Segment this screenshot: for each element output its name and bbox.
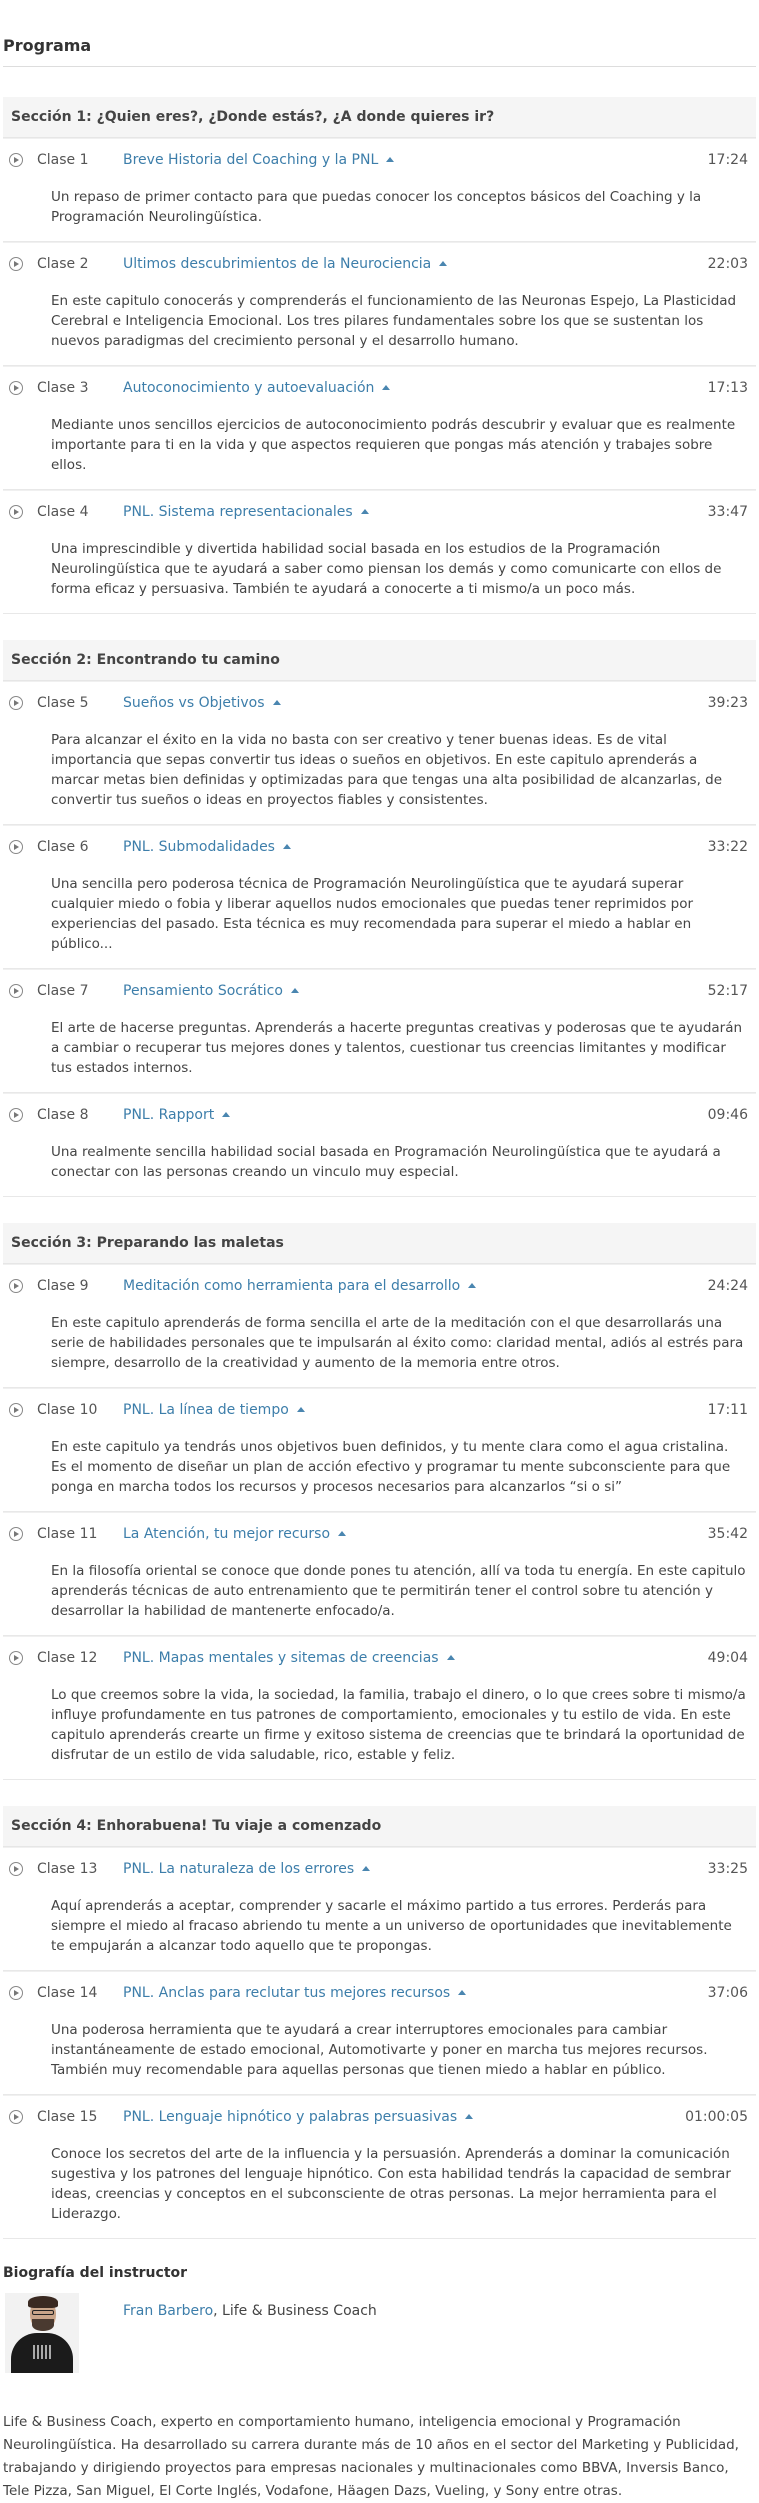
caret-up-icon[interactable] — [338, 1531, 346, 1536]
lesson-number: Clase 11 — [37, 1526, 98, 1542]
lesson-title-link[interactable] — [123, 839, 708, 855]
lesson-description: Mediante unos sencillos ejercicios de autoconocimiento podrás descubrir y evaluar que es realmente importante para ti en la vida y que aspectos requieren que pongas más atención y trabajes sobre ellos. — [51, 417, 736, 473]
lesson-row[interactable] — [3, 682, 756, 724]
lesson-row[interactable] — [3, 1389, 756, 1431]
section-title: Sección 4: Enhorabuena! Tu viaje a comenzado — [3, 1806, 756, 1847]
lesson-item — [3, 1093, 756, 1197]
lesson-title-text: Sueños vs Objetivos — [123, 695, 265, 711]
play-icon[interactable] — [9, 1279, 23, 1293]
program-title: Programa — [3, 0, 756, 67]
instructor-role: , Life & Business Coach — [213, 2303, 377, 2319]
caret-up-icon[interactable] — [291, 988, 299, 993]
lesson-row[interactable] — [3, 1972, 756, 2014]
lesson-description: Aquí aprenderás a aceptar, comprender y sacarle el máximo partido a tus errores. Perderás para siempre el miedo al fracaso abriendo tu mente a un universo de oportunidades que inevitablemente te empujarán a alcanzar todo aquello que te propongas. — [51, 1898, 732, 1954]
play-icon[interactable] — [9, 984, 23, 998]
lesson-title-link[interactable] — [123, 1278, 708, 1294]
lesson-row[interactable] — [3, 2096, 756, 2138]
lesson-duration: 33:47 — [707, 504, 748, 520]
bio-text: Life & Business Coach, experto en comportamiento humano, inteligencia emocional y Programación Neurolingüística. Ha desarrollado su carrera durante más de 10 años en el sector del Marketing y Publicidad, trabajando y dirigiendo proyectos para empresas nacionales y multinacionales como BBVA, Inversis Banco, Tele Pizza, San Miguel, El Corte Inglés, Vodafone, Häagen Dazs, Vueling, y Sony entre otras. — [3, 2414, 739, 2499]
lesson-description: En este capitulo ya tendrás unos objetivos buen definidos, y tu mente clara como el agua cristalina. Es el momento de diseñar un plan de acción efectivo y programar tu mente subconsciente para que ponga en marcha todos los recursos y procesos necesarios para alcanzarlos “si o si” — [51, 1439, 731, 1495]
caret-up-icon[interactable] — [361, 509, 369, 514]
lesson-description: Conoce los secretos del arte de la influencia y la persuasión. Aprenderás a dominar la comunicación sugestiva y los patrones del lenguaje hipnótico. Con esta habilidad tendrás la capacidad de sembrar ideas, creencias y conceptos en el subconsciente de otras personas. La mejor herramienta para el Liderazgo. — [51, 2146, 731, 2222]
lesson-title-text: Meditación como herramienta para el desarrollo — [123, 1278, 461, 1294]
curriculum-section — [3, 640, 756, 1197]
lesson-title-link[interactable] — [123, 2109, 685, 2125]
lesson-description: Una realmente sencilla habilidad social basada en Programación Neurolingüística que te ayudará a conectar con las personas creando un vinculo muy especial. — [51, 1144, 721, 1180]
lesson-description: En la filosofía oriental se conoce que donde pones tu atención, allí va toda tu energía. En este capitulo aprenderás técnicas de auto entrenamiento que te permitirán tener el control sobre tu atención y desarrollar la habilidad de mantenerte enfocado/a. — [51, 1563, 746, 1619]
caret-up-icon[interactable] — [297, 1407, 305, 1412]
caret-up-icon[interactable] — [439, 261, 447, 266]
lesson-title-link[interactable] — [123, 380, 708, 396]
lesson-title-link[interactable] — [123, 983, 708, 999]
lesson-item — [3, 366, 756, 490]
lesson-item — [3, 242, 756, 366]
lesson-row[interactable] — [3, 491, 756, 533]
bio-title: Biografía del instructor — [3, 2265, 188, 2281]
lesson-description: Un repaso de primer contacto para que puedas conocer los conceptos básicos del Coaching y la Programación Neurolingüística. — [51, 189, 702, 225]
curriculum-section — [3, 1223, 756, 1780]
lesson-duration: 39:23 — [707, 695, 748, 711]
play-icon[interactable] — [9, 2110, 23, 2124]
lesson-row[interactable] — [3, 1848, 756, 1890]
lesson-title-link[interactable] — [123, 695, 708, 711]
lesson-number: Clase 2 — [37, 256, 89, 272]
lesson-title-text: Pensamiento Socrático — [123, 983, 283, 999]
lesson-item — [3, 1512, 756, 1636]
lesson-description: Una imprescindible y divertida habilidad social basada en los estudios de la Programación Neurolingüística que te ayudará a saber como piensan los demás y como comunicarte con ellos de forma eficaz y persuasiva. También te ayudará a conocerte a ti mismo/a un poco más. — [51, 541, 722, 597]
lesson-item — [3, 1264, 756, 1388]
lesson-row[interactable] — [3, 139, 756, 181]
curriculum-section — [3, 1806, 756, 2239]
lesson-row[interactable] — [3, 1094, 756, 1136]
lesson-description: El arte de hacerse preguntas. Aprenderás a hacerte preguntas creativas y poderosas que te ayudarán a cambiar o recuperar tus mejores dones y talentos, cuestionar tus creencias limitantes y modificar tus estados internos. — [51, 1020, 743, 1076]
lesson-title-text: PNL. Rapport — [123, 1107, 215, 1123]
play-icon[interactable] — [9, 1108, 23, 1122]
lesson-title-link[interactable] — [123, 1985, 708, 2001]
caret-up-icon[interactable] — [273, 700, 281, 705]
play-icon[interactable] — [9, 257, 23, 271]
lesson-title-link[interactable] — [123, 1526, 708, 1542]
lesson-row[interactable] — [3, 1513, 756, 1555]
instructor-name-line — [79, 2293, 377, 2377]
lesson-number: Clase 14 — [37, 1985, 98, 2001]
lesson-title-text: PNL. Mapas mentales y sitemas de creencias — [123, 1650, 439, 1666]
section-title: Sección 3: Preparando las maletas — [3, 1223, 756, 1264]
lesson-duration: 52:17 — [707, 983, 748, 999]
lesson-item — [3, 2095, 756, 2239]
section-title: Sección 2: Encontrando tu camino — [3, 640, 756, 681]
caret-up-icon[interactable] — [465, 2114, 473, 2119]
lesson-duration: 17:11 — [707, 1402, 748, 1418]
lesson-item — [3, 969, 756, 1093]
lesson-title-text: Ultimos descubrimientos de la Neurociencia — [123, 256, 432, 272]
lesson-number: Clase 8 — [37, 1107, 89, 1123]
lesson-title-link[interactable] — [123, 1650, 708, 1666]
lesson-duration: 01:00:05 — [685, 2109, 748, 2125]
lesson-title-link[interactable] — [123, 1861, 708, 1877]
lesson-duration: 35:42 — [707, 1526, 748, 1542]
lesson-duration: 33:22 — [707, 839, 748, 855]
lesson-number: Clase 6 — [37, 839, 89, 855]
lesson-description: Para alcanzar el éxito en la vida no basta con ser creativo y tener buenas ideas. Es de vital importancia que sepas convertir tus ideas o sueños en objetivos. En este capitulo aprenderás a marcar metas bien definidas y optimizadas para que tengas una alta posibilidad de alcanzarlas, de convertir tus sueños o ideas en proyectos fiables y consistentes. — [51, 732, 723, 808]
lesson-title-text: Breve Historia del Coaching y la PNL — [123, 152, 379, 168]
lesson-title-text: PNL. Sistema representacionales — [123, 504, 353, 520]
caret-up-icon[interactable] — [362, 1866, 370, 1871]
lesson-title-text: PNL. La línea de tiempo — [123, 1402, 289, 1418]
caret-up-icon[interactable] — [458, 1990, 466, 1995]
lesson-row[interactable] — [3, 1637, 756, 1679]
lesson-number: Clase 1 — [37, 152, 89, 168]
lesson-title-link[interactable] — [123, 504, 708, 520]
lesson-number: Clase 13 — [37, 1861, 98, 1877]
lesson-row[interactable] — [3, 826, 756, 868]
instructor-card — [3, 2293, 756, 2377]
lesson-description: En este capitulo aprenderás de forma sencilla el arte de la meditación con el que desarrollarás una serie de habilidades personales que te impulsarán al éxito como: claridad mental, adiós al estrés para siempre, desarrollo de la creatividad y aumento de la memoria entre otros. — [51, 1315, 744, 1371]
lesson-item — [3, 825, 756, 969]
lesson-title-text: PNL. Submodalidades — [123, 839, 275, 855]
caret-up-icon[interactable] — [382, 385, 390, 390]
caret-up-icon[interactable] — [386, 157, 394, 162]
lesson-title-text: PNL. La naturaleza de los errores — [123, 1861, 355, 1877]
lesson-description: Una poderosa herramienta que te ayudará a crear interruptores emocionales para cambiar instantáneamente de estado emocional, Automotivarte y poner en marcha tus mejores recursos. También muy recomendable para aquellas personas que tienen miedo a hablar en público. — [51, 2022, 708, 2078]
caret-up-icon[interactable] — [468, 1283, 476, 1288]
play-icon[interactable] — [9, 381, 23, 395]
lesson-title-text: Autoconocimiento y autoevaluación — [123, 380, 375, 396]
play-icon[interactable] — [9, 153, 23, 167]
play-icon[interactable] — [9, 840, 23, 854]
play-icon[interactable] — [9, 1651, 23, 1665]
play-icon[interactable] — [9, 1403, 23, 1417]
avatar — [5, 2293, 79, 2373]
lesson-number: Clase 7 — [37, 983, 89, 999]
play-icon[interactable] — [9, 1862, 23, 1876]
lesson-title-link[interactable] — [123, 152, 708, 168]
lesson-duration: 17:13 — [707, 380, 748, 396]
caret-up-icon[interactable] — [283, 844, 291, 849]
lesson-number: Clase 5 — [37, 695, 89, 711]
lesson-item — [3, 138, 756, 242]
caret-up-icon[interactable] — [447, 1655, 455, 1660]
lesson-title-text: PNL. Anclas para reclutar tus mejores recursos — [123, 1985, 451, 2001]
lesson-description: Una sencilla pero poderosa técnica de Programación Neurolingüística que te ayudará superar cualquier miedo o fobia y liberar aquellos nudos emocionales que puedas tener reprimidos por experiencias del pasado. Esta técnica es muy recomendada para superar el miedo a hablar en público... — [51, 876, 694, 952]
lesson-duration: 17:24 — [707, 152, 748, 168]
lesson-item — [3, 1388, 756, 1512]
lesson-number: Clase 15 — [37, 2109, 98, 2125]
lesson-item — [3, 1636, 756, 1780]
lesson-duration: 37:06 — [707, 1985, 748, 2001]
lesson-number: Clase 10 — [37, 1402, 98, 1418]
instructor-bio — [3, 2265, 756, 2503]
lesson-row[interactable] — [3, 970, 756, 1012]
lesson-number: Clase 3 — [37, 380, 89, 396]
lesson-duration: 33:25 — [707, 1861, 748, 1877]
instructor-name-link[interactable]: Fran Barbero — [123, 2303, 214, 2319]
play-icon[interactable] — [9, 1986, 23, 2000]
curriculum-section — [3, 97, 756, 614]
lesson-title-text: PNL. Lenguaje hipnótico y palabras persuasivas — [123, 2109, 458, 2125]
lesson-description: Lo que creemos sobre la vida, la sociedad, la familia, trabajo el dinero, o lo que crees sobre ti mismo/a influye profundamente en tus patrones de comportamiento, emocionales y tu estilo de vida. En este capitulo aprenderás crearte un firme y exitoso sistema de creencias que te brindará la oportunidad de disfrutar de un estilo de vida saludable, rico, estable y feliz. — [51, 1687, 746, 1763]
lesson-title-link[interactable] — [123, 1402, 708, 1418]
lesson-number: Clase 12 — [37, 1650, 98, 1666]
play-icon[interactable] — [9, 505, 23, 519]
lesson-description: En este capitulo conocerás y comprenderás el funcionamiento de las Neuronas Espejo, La Plasticidad Cerebral e Inteligencia Emocional. Los tres pilares fundamentales sobre los que se sustentan los nuevos paradigmas del crecimiento personal y el desarrollo humano. — [51, 293, 737, 349]
lesson-row[interactable] — [3, 243, 756, 285]
curriculum — [3, 97, 756, 2239]
lesson-duration: 09:46 — [707, 1107, 748, 1123]
lesson-title-text: La Atención, tu mejor recurso — [123, 1526, 331, 1542]
play-icon[interactable] — [9, 1527, 23, 1541]
lesson-row[interactable] — [3, 367, 756, 409]
caret-up-icon[interactable] — [222, 1112, 230, 1117]
lesson-item — [3, 1847, 756, 1971]
lesson-number: Clase 4 — [37, 504, 89, 520]
lesson-item — [3, 490, 756, 614]
lesson-row[interactable] — [3, 1265, 756, 1307]
lesson-duration: 49:04 — [707, 1650, 748, 1666]
lesson-item — [3, 681, 756, 825]
lesson-title-link[interactable] — [123, 256, 708, 272]
lesson-number: Clase 9 — [37, 1278, 89, 1294]
lesson-duration: 24:24 — [707, 1278, 748, 1294]
lesson-duration: 22:03 — [707, 256, 748, 272]
lesson-item — [3, 1971, 756, 2095]
lesson-title-link[interactable] — [123, 1107, 708, 1123]
play-icon[interactable] — [9, 696, 23, 710]
section-title: Sección 1: ¿Quien eres?, ¿Donde estás?, ¿A donde quieres ir? — [3, 97, 756, 138]
